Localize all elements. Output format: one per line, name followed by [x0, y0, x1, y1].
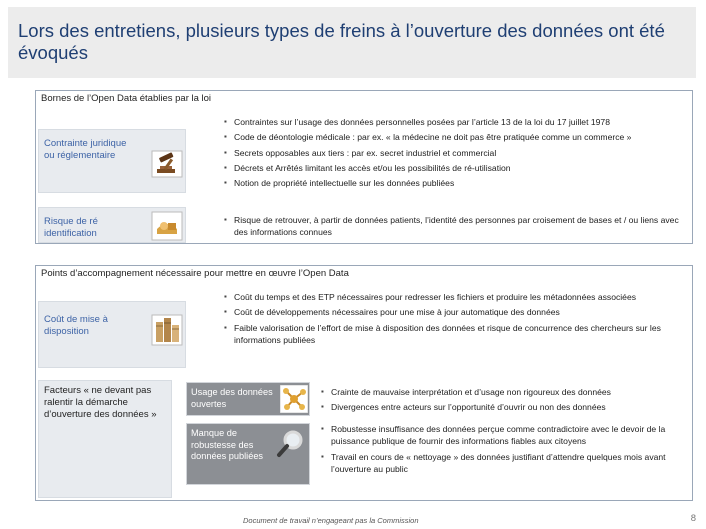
list-item: ▪ Contraintes sur l’usage des données personnelles posées par l’article 13 de la loi du 17 juillet 1978 [224, 116, 684, 128]
list-item: ▪ Risque de retrouver, à partir de données patients, l’identité des personnes par croisement de bases et / ou liens avec des informations connues [224, 214, 684, 239]
gavel-icon [151, 148, 181, 178]
subpanel-label: Usage des données ouvertes [191, 387, 273, 409]
list-item: ▪ Décrets et Arrêtés limitant les accès et/ou les possibilités de ré-utilisation [224, 162, 684, 174]
legal-constraint-bullets [224, 116, 684, 192]
reidentification-bullets [224, 214, 684, 242]
section-title: Bornes de l’Open Data établies par la loi [41, 93, 212, 104]
id-card-icon [151, 211, 181, 241]
subpanel-open-data-usage [186, 382, 310, 416]
list-item: ▪ Notion de propriété intellectuelle sur les données publiées [224, 177, 684, 189]
list-item: ▪ Divergences entre acteurs sur l’opportunité d’ouvrir ou non des données [321, 401, 689, 413]
robustness-bullets [321, 423, 689, 478]
section-support-points [35, 265, 693, 501]
network-icon [280, 385, 308, 413]
panel-availability-cost [38, 301, 186, 368]
list-item: ▪ Robustesse insuffisance des données perçue comme contradictoire avec le devoir de la puissance publique de fournir des informations fiables aux citoyens [321, 423, 689, 448]
list-item: ▪ Faible valorisation de l’effort de mise à disposition des données et risque de concurrence des chercheurs sur les informations publiées [224, 322, 684, 347]
page-title: Lors des entretiens, plusieurs types de freins à l’ouverture des données ont été évoqués [18, 20, 665, 63]
availability-cost-bullets [224, 291, 684, 349]
coin-stack-icon [151, 314, 181, 344]
panel-slowdown-factors [38, 380, 172, 498]
magnifier-icon [275, 428, 307, 460]
open-data-usage-bullets [321, 386, 689, 417]
footer-note: Document de travail n’engageant pas la Commission [243, 516, 419, 525]
panel-legal-constraint [38, 129, 186, 193]
panel-label: Facteurs « ne devant pas ralentir la démarche d’ouverture des données » [44, 385, 157, 420]
section-title: Points d’accompagnement nécessaire pour mettre en œuvre l’Open Data [41, 268, 349, 279]
panel-label: Contrainte juridique ou réglementaire [44, 138, 127, 161]
list-item: ▪ Coût du temps et des ETP nécessaires pour redresser les fichiers et produire les métadonnées associées [224, 291, 684, 303]
subpanel-robustness [186, 423, 310, 485]
list-item: ▪ Secrets opposables aux tiers : par ex. secret industriel et commercial [224, 147, 684, 159]
section-legal-limits [35, 90, 693, 244]
list-item: ▪ Coût de développements nécessaires pour une mise à jour automatique des données [224, 306, 684, 318]
panel-reidentification-risk [38, 207, 186, 243]
list-item: ▪ Travail en cours de « nettoyage » des données justifiant d’attendre quelques mois avant l’ouverture au public [321, 451, 689, 476]
subpanel-label: Manque de robustesse des données publiées [191, 428, 264, 461]
list-item: ▪ Code de déontologie médicale : par ex. « la médecine ne doit pas être pratiquée comme un commerce » [224, 131, 684, 143]
list-item: ▪ Crainte de mauvaise interprétation et d’usage non rigoureux des données [321, 386, 689, 398]
panel-label: Risque de ré identification [44, 216, 98, 239]
page-number: 8 [690, 513, 696, 524]
panel-label: Coût de mise à disposition [44, 314, 108, 337]
